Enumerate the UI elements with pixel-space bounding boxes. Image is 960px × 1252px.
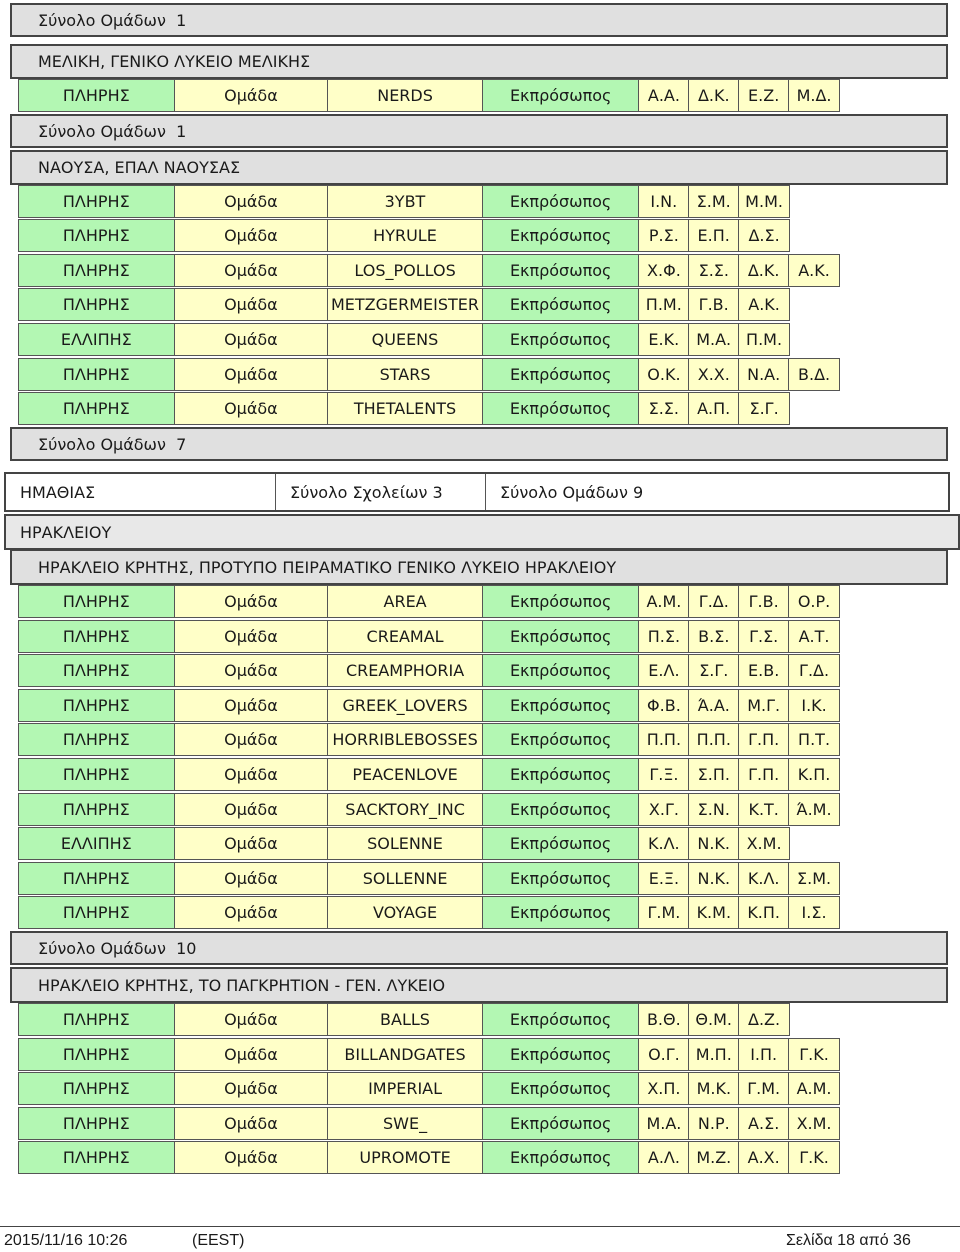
member-initials: Β.Δ. xyxy=(789,359,839,390)
team-status: ΠΛΗΡΗΣ xyxy=(19,794,175,825)
member-initials: Χ.Χ. xyxy=(689,359,739,390)
team-row xyxy=(18,1038,840,1071)
representative-label: Εκπρόσωπος xyxy=(483,220,640,251)
representative-label: Εκπρόσωπος xyxy=(483,897,640,928)
member-initials: Π.Π. xyxy=(689,724,739,755)
team-name: QUEENS xyxy=(328,324,483,355)
member-initials: Π.Μ. xyxy=(639,289,689,320)
team-status: ΠΛΗΡΗΣ xyxy=(19,1142,175,1173)
team-name: HORRIBLEBOSSES xyxy=(328,724,483,755)
group-total-bar xyxy=(10,3,948,37)
team-name: IMPERIAL xyxy=(328,1073,483,1104)
member-initials: Κ.Μ. xyxy=(689,897,739,928)
spacer xyxy=(166,122,176,141)
school-name-bar: ΜΕΛΙΚΗ, ΓΕΝΙΚΟ ΛΥΚΕΙΟ ΜΕΛΙΚΗΣ xyxy=(10,44,948,79)
team-row xyxy=(18,1072,840,1105)
member-initials: Γ.Π. xyxy=(739,759,789,790)
group-total-bar xyxy=(10,114,948,148)
region-name: ΗΜΑΘΙΑΣ xyxy=(6,474,276,510)
team-status: ΠΛΗΡΗΣ xyxy=(19,1004,175,1035)
representative-label: Εκπρόσωπος xyxy=(483,794,640,825)
member-initials: Σ.Μ. xyxy=(689,186,739,217)
team-label: Ομάδα xyxy=(175,690,329,721)
member-initials: Ο.Ρ. xyxy=(789,586,839,617)
team-label: Ομάδα xyxy=(175,80,329,111)
representative-label: Εκπρόσωπος xyxy=(483,828,640,859)
team-status: ΠΛΗΡΗΣ xyxy=(19,359,175,390)
team-name: CREAMPHORIA xyxy=(328,655,483,686)
region-summary xyxy=(4,472,950,512)
team-label: Ομάδα xyxy=(175,1039,329,1070)
team-name: BILLANDGATES xyxy=(328,1039,483,1070)
representative-label: Εκπρόσωπος xyxy=(483,324,640,355)
member-initials: Μ.Ζ. xyxy=(689,1142,739,1173)
member-initials: Χ.Γ. xyxy=(639,794,689,825)
member-initials: Μ.Γ. xyxy=(739,690,789,721)
team-row xyxy=(18,254,840,287)
footer-timestamp: 2015/11/16 10:26 xyxy=(4,1232,128,1249)
group-total-count: 1 xyxy=(176,10,187,30)
member-initials: Ρ.Σ. xyxy=(639,220,689,251)
member-initials: Ι.Κ. xyxy=(789,690,839,721)
member-initials: Ν.Ρ. xyxy=(689,1108,739,1139)
member-initials: Ε.Ξ. xyxy=(639,863,689,894)
member-initials: Α.Σ. xyxy=(739,1108,789,1139)
team-row xyxy=(18,827,790,860)
team-name: CREAMAL xyxy=(328,621,483,652)
team-label: Ομάδα xyxy=(175,1004,329,1035)
member-initials: Μ.Κ. xyxy=(689,1073,739,1104)
member-initials: Θ.Μ. xyxy=(689,1004,739,1035)
member-initials: Β.Σ. xyxy=(689,621,739,652)
representative-label: Εκπρόσωπος xyxy=(483,1108,640,1139)
team-row xyxy=(18,1107,840,1140)
team-status: ΠΛΗΡΗΣ xyxy=(19,1108,175,1139)
team-status: ΠΛΗΡΗΣ xyxy=(19,1039,175,1070)
member-initials: Κ.Λ. xyxy=(639,828,689,859)
team-status: ΠΛΗΡΗΣ xyxy=(19,186,175,217)
team-label: Ομάδα xyxy=(175,393,329,424)
region-schools-total: Σύνολο Σχολείων 3 xyxy=(276,474,486,510)
member-initials: Γ.Β. xyxy=(739,586,789,617)
representative-label: Εκπρόσωπος xyxy=(483,586,640,617)
group-total-label: Σύνολο Ομάδων xyxy=(38,434,166,454)
team-label: Ομάδα xyxy=(175,897,329,928)
member-initials: Α.Μ. xyxy=(789,1073,839,1104)
member-initials: Π.Τ. xyxy=(789,724,839,755)
team-status: ΠΛΗΡΗΣ xyxy=(19,724,175,755)
member-initials: Ά.Μ. xyxy=(789,794,839,825)
team-row xyxy=(18,358,840,391)
member-initials: Χ.Μ. xyxy=(739,828,789,859)
footer-page-number: Σελίδα 18 από 36 xyxy=(786,1232,911,1249)
team-status: ΕΛΛΙΠΗΣ xyxy=(19,828,175,859)
representative-label: Εκπρόσωπος xyxy=(483,655,640,686)
member-initials: Μ.Π. xyxy=(689,1039,739,1070)
representative-label: Εκπρόσωπος xyxy=(483,186,640,217)
member-initials: Κ.Π. xyxy=(789,759,839,790)
member-initials: Φ.Β. xyxy=(639,690,689,721)
spacer xyxy=(166,939,176,958)
team-row xyxy=(18,862,840,895)
team-name: SACKTORY_INC xyxy=(328,794,483,825)
member-initials: Γ.Δ. xyxy=(689,586,739,617)
member-initials: Ι.Ν. xyxy=(639,186,689,217)
member-initials: Σ.Σ. xyxy=(639,393,689,424)
member-initials: Γ.Ξ. xyxy=(639,759,689,790)
representative-label: Εκπρόσωπος xyxy=(483,80,640,111)
member-initials: Μ.Μ. xyxy=(739,186,789,217)
team-status: ΠΛΗΡΗΣ xyxy=(19,220,175,251)
member-initials: Μ.Α. xyxy=(689,324,739,355)
member-initials: Π.Π. xyxy=(639,724,689,755)
member-initials: Π.Σ. xyxy=(639,621,689,652)
team-label: Ομάδα xyxy=(175,794,329,825)
region-teams-total: Σύνολο Ομάδων 9 xyxy=(500,482,644,502)
member-initials: Κ.Π. xyxy=(739,897,789,928)
team-status: ΠΛΗΡΗΣ xyxy=(19,1073,175,1104)
member-initials: Α.Κ. xyxy=(789,255,839,286)
team-status: ΠΛΗΡΗΣ xyxy=(19,289,175,320)
member-initials: Ο.Κ. xyxy=(639,359,689,390)
team-label: Ομάδα xyxy=(175,621,329,652)
team-label: Ομάδα xyxy=(175,255,329,286)
team-row xyxy=(18,585,840,618)
team-status: ΠΛΗΡΗΣ xyxy=(19,621,175,652)
team-name: SOLLENNE xyxy=(328,863,483,894)
member-initials: Ά.Α. xyxy=(689,690,739,721)
team-label: Ομάδα xyxy=(175,289,329,320)
team-name: METZGERMEISTER xyxy=(328,289,483,320)
representative-label: Εκπρόσωπος xyxy=(483,724,640,755)
team-status: ΕΛΛΙΠΗΣ xyxy=(19,324,175,355)
member-initials: Α.Κ. xyxy=(739,289,789,320)
team-status: ΠΛΗΡΗΣ xyxy=(19,690,175,721)
member-initials: Γ.Π. xyxy=(739,724,789,755)
member-initials: Γ.Δ. xyxy=(789,655,839,686)
team-label: Ομάδα xyxy=(175,724,329,755)
team-name: UPROMOTE xyxy=(328,1142,483,1173)
footer-timezone: (EEST) xyxy=(192,1232,245,1249)
member-initials: Ε.Β. xyxy=(739,655,789,686)
representative-label: Εκπρόσωπος xyxy=(483,1073,640,1104)
team-row xyxy=(18,79,840,112)
representative-label: Εκπρόσωπος xyxy=(483,1004,640,1035)
team-status: ΠΛΗΡΗΣ xyxy=(19,863,175,894)
member-initials: Α.Τ. xyxy=(789,621,839,652)
member-initials: Γ.Μ. xyxy=(739,1073,789,1104)
group-total-label: Σύνολο Ομάδων xyxy=(38,121,166,141)
member-initials: Α.Χ. xyxy=(739,1142,789,1173)
member-initials: Χ.Π. xyxy=(639,1073,689,1104)
region-header: ΗΡΑΚΛΕΙΟΥ xyxy=(4,514,960,550)
team-name: LOS_POLLOS xyxy=(328,255,483,286)
representative-label: Εκπρόσωπος xyxy=(483,690,640,721)
team-status: ΠΛΗΡΗΣ xyxy=(19,586,175,617)
member-initials: Μ.Α. xyxy=(639,1108,689,1139)
team-name: BALLS xyxy=(328,1004,483,1035)
member-initials: Ε.Π. xyxy=(689,220,739,251)
team-label: Ομάδα xyxy=(175,1142,329,1173)
spacer xyxy=(166,435,176,454)
team-name: STARS xyxy=(328,359,483,390)
team-name: THETALENTS xyxy=(328,393,483,424)
member-initials: Α.Α. xyxy=(639,80,689,111)
team-name: NERDS xyxy=(328,80,483,111)
group-total-label: Σύνολο Ομάδων xyxy=(38,10,166,30)
member-initials: Α.Μ. xyxy=(639,586,689,617)
group-total-label: Σύνολο Ομάδων xyxy=(38,938,166,958)
member-initials: Δ.Κ. xyxy=(739,255,789,286)
member-initials: Μ.Δ. xyxy=(789,80,839,111)
team-row xyxy=(18,392,790,425)
team-status: ΠΛΗΡΗΣ xyxy=(19,255,175,286)
group-total-count: 1 xyxy=(176,121,187,141)
member-initials: Σ.Σ. xyxy=(689,255,739,286)
team-name: 3YBT xyxy=(328,186,483,217)
footer-rule xyxy=(0,1226,960,1227)
team-label: Ομάδα xyxy=(175,186,329,217)
representative-label: Εκπρόσωπος xyxy=(483,1142,640,1173)
member-initials: Α.Λ. xyxy=(639,1142,689,1173)
team-row xyxy=(18,323,790,356)
member-initials: Π.Μ. xyxy=(739,324,789,355)
member-initials: Γ.Μ. xyxy=(639,897,689,928)
team-row xyxy=(18,654,840,687)
team-row xyxy=(18,793,840,826)
member-initials: Σ.Π. xyxy=(689,759,739,790)
spacer xyxy=(166,11,176,30)
school-name-bar: ΝΑΟΥΣΑ, ΕΠΑΛ ΝΑΟΥΣΑΣ xyxy=(10,150,948,185)
representative-label: Εκπρόσωπος xyxy=(483,255,640,286)
representative-label: Εκπρόσωπος xyxy=(483,759,640,790)
team-label: Ομάδα xyxy=(175,586,329,617)
member-initials: Σ.Γ. xyxy=(689,655,739,686)
school-name-bar: ΗΡΑΚΛΕΙΟ ΚΡΗΤΗΣ, ΠΡΟΤΥΠΟ ΠΕΙΡΑΜΑΤΙΚΟ ΓΕΝΙΚΟ ΛΥΚΕΙΟ ΗΡΑΚΛΕΙΟΥ xyxy=(10,549,948,585)
member-initials: Κ.Τ. xyxy=(739,794,789,825)
team-status: ΠΛΗΡΗΣ xyxy=(19,655,175,686)
team-name: HYRULE xyxy=(328,220,483,251)
group-total-count: 10 xyxy=(176,938,197,958)
member-initials: Ε.Κ. xyxy=(639,324,689,355)
member-initials: Σ.Μ. xyxy=(789,863,839,894)
team-status: ΠΛΗΡΗΣ xyxy=(19,80,175,111)
member-initials: Ν.Α. xyxy=(739,359,789,390)
representative-label: Εκπρόσωπος xyxy=(483,289,640,320)
member-initials: Ν.Κ. xyxy=(689,828,739,859)
member-initials: Β.Θ. xyxy=(639,1004,689,1035)
member-initials: Ο.Γ. xyxy=(639,1039,689,1070)
team-name: SWE_ xyxy=(328,1108,483,1139)
team-row xyxy=(18,288,790,321)
school-name-bar: ΗΡΑΚΛΕΙΟ ΚΡΗΤΗΣ, ΤΟ ΠΑΓΚΡΗΤΙΟΝ - ΓΕΝ. ΛΥΚΕΙΟ xyxy=(10,967,948,1003)
team-row xyxy=(18,620,840,653)
team-label: Ομάδα xyxy=(175,324,329,355)
representative-label: Εκπρόσωπος xyxy=(483,1039,640,1070)
member-initials: Σ.Γ. xyxy=(739,393,789,424)
member-initials: Κ.Λ. xyxy=(739,863,789,894)
representative-label: Εκπρόσωπος xyxy=(483,621,640,652)
team-label: Ομάδα xyxy=(175,220,329,251)
member-initials: Γ.Σ. xyxy=(739,621,789,652)
team-row xyxy=(18,185,790,218)
group-total-count: 7 xyxy=(176,434,187,454)
member-initials: Ε.Ζ. xyxy=(739,80,789,111)
team-name: GREEK_LOVERS xyxy=(328,690,483,721)
representative-label: Εκπρόσωπος xyxy=(483,359,640,390)
member-initials: Χ.Μ. xyxy=(789,1108,839,1139)
team-status: ΠΛΗΡΗΣ xyxy=(19,897,175,928)
team-row xyxy=(18,723,840,756)
member-initials: Χ.Φ. xyxy=(639,255,689,286)
team-status: ΠΛΗΡΗΣ xyxy=(19,759,175,790)
team-row xyxy=(18,1141,840,1174)
team-row xyxy=(18,219,790,252)
team-label: Ομάδα xyxy=(175,359,329,390)
team-name: PEACENLOVE xyxy=(328,759,483,790)
representative-label: Εκπρόσωπος xyxy=(483,393,640,424)
member-initials: Ι.Π. xyxy=(739,1039,789,1070)
team-label: Ομάδα xyxy=(175,655,329,686)
team-label: Ομάδα xyxy=(175,863,329,894)
member-initials: Δ.Ζ. xyxy=(739,1004,789,1035)
group-total-bar xyxy=(10,931,948,965)
member-initials: Ι.Σ. xyxy=(789,897,839,928)
team-label: Ομάδα xyxy=(175,759,329,790)
team-label: Ομάδα xyxy=(175,828,329,859)
member-initials: Δ.Σ. xyxy=(739,220,789,251)
team-name: AREA xyxy=(328,586,483,617)
team-row xyxy=(18,896,840,929)
member-initials: Γ.Κ. xyxy=(789,1039,839,1070)
member-initials: Ε.Λ. xyxy=(639,655,689,686)
member-initials: Δ.Κ. xyxy=(689,80,739,111)
group-total-bar xyxy=(10,427,948,461)
team-row xyxy=(18,689,840,722)
member-initials: Α.Π. xyxy=(689,393,739,424)
representative-label: Εκπρόσωπος xyxy=(483,863,640,894)
team-label: Ομάδα xyxy=(175,1108,329,1139)
member-initials: Γ.Β. xyxy=(689,289,739,320)
member-initials: Σ.Ν. xyxy=(689,794,739,825)
team-row xyxy=(18,758,840,791)
team-name: VOYAGE xyxy=(328,897,483,928)
team-status: ΠΛΗΡΗΣ xyxy=(19,393,175,424)
team-row xyxy=(18,1003,790,1036)
team-label: Ομάδα xyxy=(175,1073,329,1104)
team-name: SOLENNE xyxy=(328,828,483,859)
member-initials: Ν.Κ. xyxy=(689,863,739,894)
member-initials: Γ.Κ. xyxy=(789,1142,839,1173)
